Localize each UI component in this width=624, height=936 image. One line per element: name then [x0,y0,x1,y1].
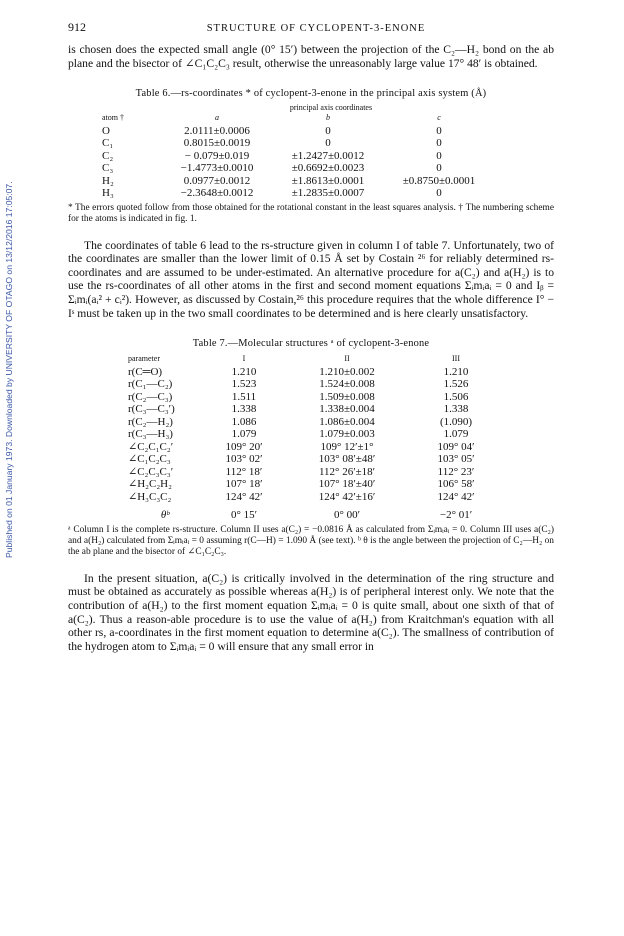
table7-cell: r(C═O) [128,365,163,378]
table7-cell: 112° 23′ [437,465,475,478]
table6-caption: Table 6.—rs-coordinates * of cyclopent-3-enone in the principal axis system (Å) [135,88,487,100]
table7-cell: 112° 26′±18′ [318,465,376,478]
table7-row [128,466,504,479]
table6-cell: H₂ [102,174,114,187]
table6-cell: 0.0977±0.0012 [183,174,251,187]
table7-cell: 109° 04′ [437,440,475,453]
table7-row [128,478,504,491]
table6-col-a: a [215,113,219,123]
table6-header-row [102,112,494,125]
table6-cell: ±1.2835±0.0007 [291,187,365,200]
table7-cell: 1.509±0.008 [319,390,375,403]
table7-cell: 1.079 [443,428,469,441]
table7-cell: r(C₁—C₂) [128,378,173,391]
table7-cell: 1.079 [231,428,257,441]
table7-theta-cell: 0° 00′ [333,509,361,522]
table7-cell: 1.086±0.004 [319,415,375,428]
table6-cell: 0 [436,162,442,175]
table7-col-I: I [242,354,246,364]
table7-theta-cell: 0° 15′ [230,509,258,522]
table7-cell: r(C₃—C₃′) [128,403,175,416]
table7-row [128,441,504,454]
table7-cell: 112° 18′ [225,465,263,478]
table7-row [128,403,504,416]
table6-super-header: principal axis coordinates [289,103,373,113]
table7-cell: ∠H₃C₃C₂ [128,490,172,503]
table7-cell: 1.210 [443,365,469,378]
table7-row [128,366,504,379]
table7-cell: ∠C₁C₂C₃ [128,453,171,466]
table7-theta-row [128,509,504,522]
table7-cell: 124° 42′ [437,490,475,503]
table6-cell: −1.4773±0.0010 [180,162,254,175]
table7-cell: 1.338 [443,403,469,416]
running-header [68,20,554,35]
table6-row [102,137,494,150]
table6-col-c: c [437,113,441,123]
table7-header-row [128,353,504,366]
table6-cell: C₃ [102,162,114,175]
table6-cell: − 0.079±0.019 [184,149,250,162]
table7-caption: Table 7.—Molecular structures ᵃ of cyclopent-3-enone [192,338,430,350]
table6-cell: 0 [325,124,331,137]
table6-cell: −2.3648±0.0012 [180,187,254,200]
page-number: 912 [68,20,86,34]
table6-cell: 2.0111±0.0006 [184,124,250,137]
table7-row [128,453,504,466]
table6-row [102,125,494,138]
table7-cell: 124° 42′ [225,490,263,503]
table7-cell: 1.338±0.004 [319,403,375,416]
table7-cell: 107° 18′ [225,478,263,491]
table7-cell: 1.511 [231,390,257,403]
table7-footnote: ᵃ Column I is the complete rs-structure. Column II uses a(C₂) = −0.0816 Å as calculated from Σᵢmᵢaᵢ = 0. Column III uses a(C₂) and a(H₂) calculated from Σᵢmᵢaᵢ = 0 assuming r(C—H) = 1.090 Å (see text). ᵇ θ is the angle between the projection of C₂—H₂ on the ab plane and the bisector of ∠C₁C₂C₃. [68,524,554,557]
table7-cell: 103° 02′ [225,453,263,466]
running-title: STRUCTURE OF CYCLOPENT-3-ENONE [206,23,426,34]
table7-cell: 1.523 [231,378,257,391]
table7-cell: 103° 08′±48′ [318,453,376,466]
table7-cell: 1.524±0.008 [319,378,375,391]
table6-cell: ±0.8750±0.0001 [402,174,476,187]
table7-cell: ∠C₂C₁C₂′ [128,440,174,453]
paragraph-2: The coordinates of table 6 lead to the rs-structure given in column I of table 7. Unfortunately, two of the coordinates are smaller than the lower limit of 0.15 Å set by Costain ²⁶ for reliably determined rs-coordinates and are assumed to be under-estimated. An alternative procedure for a(C₂) and a(H₂) is to use the rs-coordinates of all other atoms in the first and second moment equations Σᵢmᵢaᵢ = 0 and Iᵦ = Σᵢmᵢ(aᵢ² + cᵢ²). However, as discussed by Costain,²⁶ this procedure requires that the whole difference I° − Iˢ must be taken up in the two small coordinates to be determined and is here clearly unsatisfactory. [68,238,554,320]
table7-col-parameter: parameter [128,354,160,364]
table7-row [128,391,504,404]
table7-cell: 109° 12′±1° [320,440,374,453]
table7-theta-cell: −2° 01′ [439,509,473,522]
table7-cell: 103° 05′ [437,453,475,466]
table6-footnote: * The errors quoted follow from those obtained for the rotational constant in the least squares analysis. † The numbering scheme for the atoms is indicated in fig. 1. [68,202,554,224]
table6-col-b: b [326,113,330,123]
table7-cell: 109° 20′ [225,440,263,453]
paragraph-3: In the present situation, a(C₂) is critically involved in the determination of the ring structure and must be obtained as accurately as possible whereas a(H₂) is of peripheral interest only. We note that the contribution of a(H₂) to the first moment equation Σᵢmᵢaᵢ = 0 is quite small, about one sixth of that of a(C₂). Thus a reason-able procedure is to use the value of a(H₂) from Kraitchman's equation with all other rs, a-coordinates in the first moment equation to determine a(C₂). The smallness of contribution of the hydrogen atom to Σᵢmᵢaᵢ = 0 will ensure that any small error in [68,571,554,653]
table6-cell: H₃ [102,187,114,200]
table7-col-III: III [452,354,460,364]
table6-row [102,187,494,200]
table6-cell: ±0.6692±0.0023 [291,162,365,175]
table7-cell: ∠C₂C₃C₃′ [128,465,174,478]
table7-cell: 106° 58′ [437,478,475,491]
page-content [68,20,554,653]
table7-cell: 124° 42′±16′ [318,490,376,503]
table6-cell: ±1.8613±0.0001 [291,174,365,187]
table7-cell: r(C₂—C₃) [128,390,173,403]
table7-cell: 1.086 [231,415,257,428]
table7-cell: 1.526 [443,378,469,391]
table6-row [102,175,494,188]
table6-cell: 0 [325,137,331,150]
table6-cell: C₂ [102,149,114,162]
table7-theta-cell: θᵇ [160,509,170,522]
table6 [102,112,494,200]
table7-cell: (1.090) [439,415,473,428]
table7-cell: r(C₃—H₃) [128,428,173,441]
table7-row [128,416,504,429]
table7-cell: 1.506 [443,390,469,403]
table6-cell: ±1.2427±0.0012 [291,149,365,162]
table6-cell: O [102,124,110,137]
table6-cell: C₁ [102,137,114,150]
table7-col-II: II [344,354,350,364]
table6-cell: 0 [436,187,442,200]
table6-col-atom: atom † [102,113,124,123]
table7-cell: 1.210 [231,365,257,378]
table7-cell: ∠H₂C₂H₂ [128,478,172,491]
table7-cell: 1.079±0.003 [319,428,375,441]
table6-cell: 0 [436,149,442,162]
table7-row [128,378,504,391]
table7-cell: 107° 18′±40′ [318,478,376,491]
table6-cell: 0 [436,137,442,150]
download-watermark: Published on 01 January 1973. Downloaded by UNIVERSITY OF OTAGO on 13/12/2016 17:05:07. [4,181,14,559]
table7-row [128,491,504,504]
table7-row [128,428,504,441]
table7-cell: 1.338 [231,403,257,416]
table6-cell: 0.8015±0.0019 [183,137,251,150]
table7 [128,353,504,522]
table6-cell: 0 [436,124,442,137]
table7-cell: r(C₂—H₂) [128,415,173,428]
table6-row [102,162,494,175]
table7-cell: 1.210±0.002 [319,365,375,378]
table6-row [102,150,494,163]
paragraph-1: is chosen does the expected small angle (0° 15′) between the projection of the C₂—H₂ bond on the ab plane and the bisector of ∠C₁C₂C₃ result, otherwise the unreasonably large value 17° 48′ is obtained. [68,43,554,70]
